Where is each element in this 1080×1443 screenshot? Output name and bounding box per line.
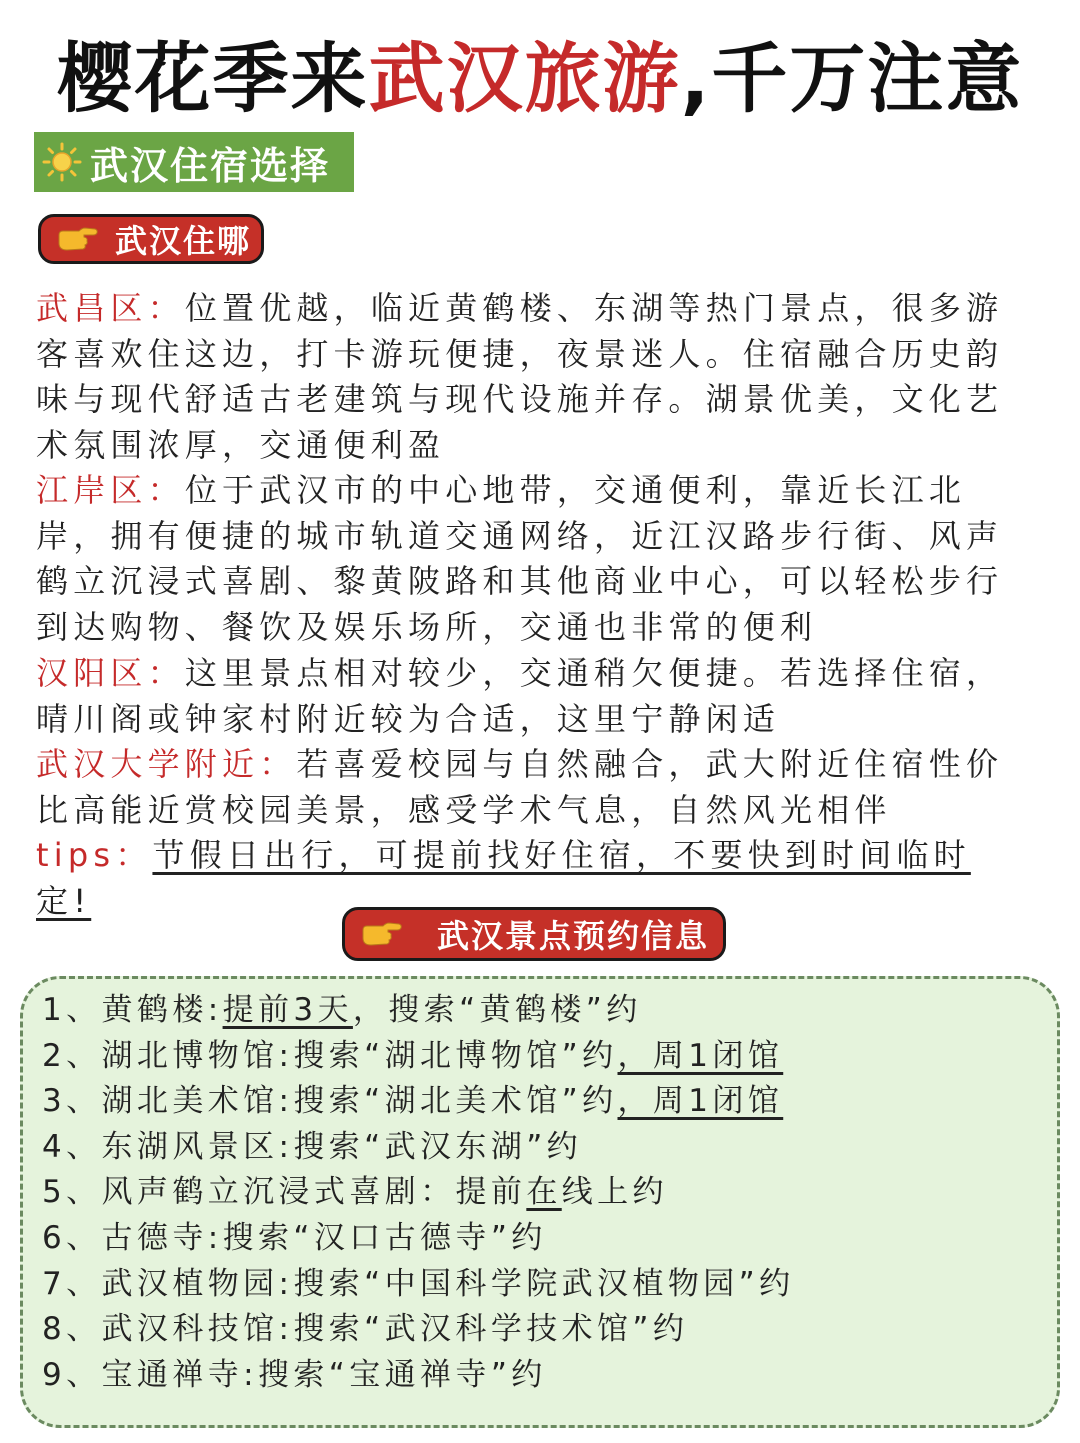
item-underlined: ，周1闭馆	[617, 1037, 784, 1074]
where-to-stay-pill	[38, 214, 264, 264]
list-item	[42, 1125, 795, 1171]
item-text: 9、宝通禅寺:搜索“宝通禅寺”约	[42, 1356, 547, 1393]
area-paragraph-jiangan	[36, 468, 1016, 650]
tips-text: 节假日出行，可提前找好住宿，不要快到时间临时定!	[36, 836, 971, 920]
title-part2: ,千万注意	[680, 34, 1024, 123]
area-label: 武汉大学附近：	[36, 745, 297, 783]
item-text: 3、湖北美术馆:搜索“湖北美术馆”约	[42, 1083, 618, 1120]
section-label: 武汉住宿选择	[90, 143, 331, 188]
area-text: 若喜爱校园与自然融合，武大附近住宿性价比高能近赏校园美景，感受学术气息，自然风光相伴	[36, 745, 1004, 829]
item-text: 8、武汉科技馆:搜索“武汉科学技术馆”约	[42, 1311, 689, 1348]
pill-label: 武汉景点预约信息	[437, 917, 710, 955]
item-text: 1、黄鹤楼:	[42, 992, 223, 1028]
list-item	[42, 988, 795, 1034]
pill-label: 武汉住哪	[115, 222, 252, 260]
accommodation-section-banner	[34, 132, 354, 192]
item-underlined: 在	[526, 1174, 562, 1211]
item-text: 7、武汉植物园:搜索“中国科学院武汉植物园”约	[42, 1265, 795, 1302]
item-text: 6、古德寺:搜索“汉口古德寺”约	[42, 1219, 547, 1256]
area-label: 江岸区：	[36, 471, 185, 509]
area-paragraph-hanyang	[36, 651, 1016, 742]
area-text: 位置优越，临近黄鹤楼、东湖等热门景点，很多游客喜欢住这边，打卡游玩便捷，夜景迷人。住宿融合历史韵味与现代舒适古老建筑与现代设施并存。湖景优美，文化艺术氛围浓厚，交通便利盈	[36, 289, 1004, 464]
page-title	[0, 18, 1080, 127]
item-underlined: ，周1闭馆	[617, 1083, 784, 1120]
pointing-hand-icon	[359, 919, 403, 949]
item-text-post: 线上约	[561, 1174, 668, 1211]
title-part1: 樱花季来	[56, 34, 369, 123]
list-item	[42, 1262, 795, 1308]
booking-info-pill	[342, 907, 726, 961]
pointing-hand-icon	[55, 224, 99, 254]
area-label: 武昌区：	[36, 289, 185, 327]
title-highlight: 武汉旅游	[368, 34, 681, 123]
list-item	[42, 1079, 795, 1125]
item-text-post: ，搜索“黄鹤楼”约	[352, 992, 642, 1028]
list-item	[42, 1170, 795, 1216]
item-underlined: 提前3天	[222, 992, 353, 1028]
booking-list	[42, 988, 795, 1398]
item-text: 4、东湖风景区:搜索“武汉东湖”约	[42, 1128, 583, 1165]
list-item	[42, 1216, 795, 1262]
area-paragraph-whu	[36, 742, 1016, 833]
tips-label: tips：	[36, 836, 153, 874]
list-item	[42, 1307, 795, 1353]
area-text: 位于武汉市的中心地带，交通便利，靠近长江北岸，拥有便捷的城市轨道交通网络，近江汉路步行街、风声鹤立沉浸式喜剧、黎黄陂路和其他商业中心，可以轻松步行到达购物、餐饮及娱乐场所，交通也非常的便利	[36, 471, 1004, 646]
item-text: 5、风声鹤立沉浸式喜剧：提前	[42, 1174, 527, 1211]
list-item	[42, 1034, 795, 1080]
list-item	[42, 1353, 795, 1399]
item-text: 2、湖北博物馆:搜索“湖北博物馆”约	[42, 1037, 618, 1074]
area-paragraph-wuchang	[36, 286, 1016, 468]
area-text: 这里景点相对较少，交通稍欠便捷。若选择住宿，晴川阁或钟家村附近较为合适，这里宁静闲适	[36, 654, 1004, 738]
sun-icon	[42, 142, 82, 182]
area-label: 汉阳区：	[36, 654, 185, 692]
